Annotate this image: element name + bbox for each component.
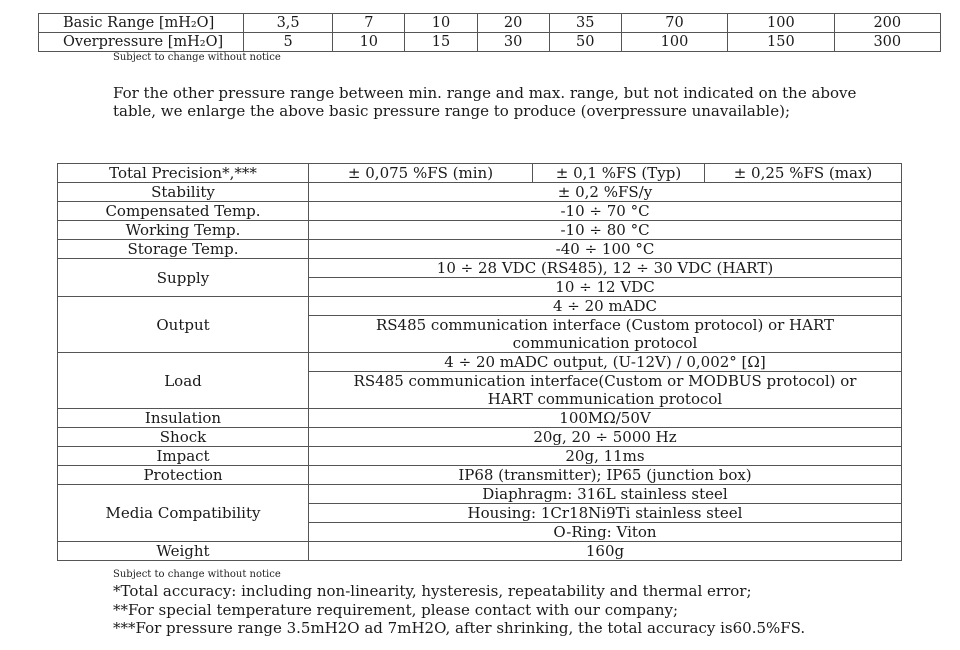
footnote: ***For pressure range 3.5mH2O ad 7mH2O, after shrinking, the total accuracy is60.5%FS.	[113, 619, 806, 637]
spec-label: Working Temp.	[58, 221, 309, 240]
spec-row-impact	[58, 447, 902, 466]
cell: 20	[477, 14, 549, 33]
spec-label: Load	[58, 353, 309, 409]
cell: 5	[244, 33, 333, 52]
spec-value: ± 0,2 %FS/y	[309, 183, 902, 202]
spec-value: IP68 (transmitter); IP65 (junction box)	[309, 466, 902, 485]
cell: 150	[728, 33, 834, 52]
spec-row-media-1	[58, 485, 902, 504]
cell: 30	[477, 33, 549, 52]
cell: 200	[834, 14, 940, 33]
spec-value: -10 ÷ 80 °C	[309, 221, 902, 240]
spec-value-typ: ± 0,1 %FS (Typ)	[533, 164, 705, 183]
subject-to-change-note: Subject to change without notice	[113, 52, 281, 63]
spec-value: 4 ÷ 20 mADC output, (U-12V) / 0,002° [Ω]	[309, 353, 902, 372]
spec-value: RS485 communication interface(Custom or MODBUS protocol) or HART communication protocol	[309, 372, 902, 409]
spec-label: Stability	[58, 183, 309, 202]
spec-value: 4 ÷ 20 mADC	[309, 297, 902, 316]
spec-value: 20g, 11ms	[309, 447, 902, 466]
footnotes	[113, 582, 913, 638]
cell: 15	[405, 33, 477, 52]
spec-row-working-temp	[58, 221, 902, 240]
cell: 35	[549, 14, 621, 33]
cell: 7	[333, 14, 405, 33]
cell: 50	[549, 33, 621, 52]
footnote: **For special temperature requirement, please contact with our company;	[113, 600, 679, 619]
spec-row-insulation	[58, 409, 902, 428]
footnote: *Total accuracy: including non-linearity, hysteresis, repeatability and thermal error;	[113, 582, 752, 600]
spec-label: Media Compatibility	[58, 485, 309, 542]
intro-paragraph: For the other pressure range between min. range and max. range, but not indicated on the above table, we enlarge the above basic pressure range to produce (overpressure unavailable);	[113, 84, 857, 120]
spec-label: Compensated Temp.	[58, 202, 309, 221]
row-label: Overpressure [mH₂O]	[39, 33, 244, 52]
subject-to-change-note: Subject to change without notice	[113, 569, 281, 580]
spec-value: Diaphragm: 316L stainless steel	[309, 485, 902, 504]
spec-label: Supply	[58, 259, 309, 297]
spec-value-max: ± 0,25 %FS (max)	[705, 164, 902, 183]
spec-value: 10 ÷ 12 VDC	[309, 278, 902, 297]
cell: 300	[834, 33, 940, 52]
spec-value: O-Ring: Viton	[309, 523, 902, 542]
spec-row-shock	[58, 428, 902, 447]
specification-table	[57, 163, 902, 561]
cell: 3,5	[244, 14, 333, 33]
spec-row-compensated-temp	[58, 202, 902, 221]
spec-label: Insulation	[58, 409, 309, 428]
spec-row-supply-1	[58, 259, 902, 278]
spec-value: Housing: 1Cr18Ni9Ti stainless steel	[309, 504, 902, 523]
spec-value: -10 ÷ 70 °C	[309, 202, 902, 221]
cell: 10	[333, 33, 405, 52]
spec-label: Output	[58, 297, 309, 353]
spec-label: Protection	[58, 466, 309, 485]
spec-value: 10 ÷ 28 VDC (RS485), 12 ÷ 30 VDC (HART)	[309, 259, 902, 278]
cell: 70	[621, 14, 727, 33]
spec-row-stability	[58, 183, 902, 202]
spec-row-protection	[58, 466, 902, 485]
spec-row-load-1	[58, 353, 902, 372]
spec-label: Impact	[58, 447, 309, 466]
spec-label: Storage Temp.	[58, 240, 309, 259]
spec-value-min: ± 0,075 %FS (min)	[309, 164, 533, 183]
spec-value: 100MΩ/50V	[309, 409, 902, 428]
spec-row-total-precision	[58, 164, 902, 183]
spec-value: -40 ÷ 100 °C	[309, 240, 902, 259]
spec-value: 20g, 20 ÷ 5000 Hz	[309, 428, 902, 447]
spec-label: Weight	[58, 542, 309, 561]
pressure-range-table	[38, 13, 941, 52]
spec-label: Total Precision*,***	[58, 164, 309, 183]
spec-row-output-1	[58, 297, 902, 316]
spec-row-weight	[58, 542, 902, 561]
overpressure-row	[39, 33, 941, 52]
spec-value: RS485 communication interface (Custom protocol) or HART communication protocol	[309, 316, 902, 353]
spec-row-storage-temp	[58, 240, 902, 259]
basic-range-row	[39, 14, 941, 33]
cell: 10	[405, 14, 477, 33]
cell: 100	[728, 14, 834, 33]
row-label: Basic Range [mH₂O]	[39, 14, 244, 33]
cell: 100	[621, 33, 727, 52]
spec-label: Shock	[58, 428, 309, 447]
spec-value: 160g	[309, 542, 902, 561]
